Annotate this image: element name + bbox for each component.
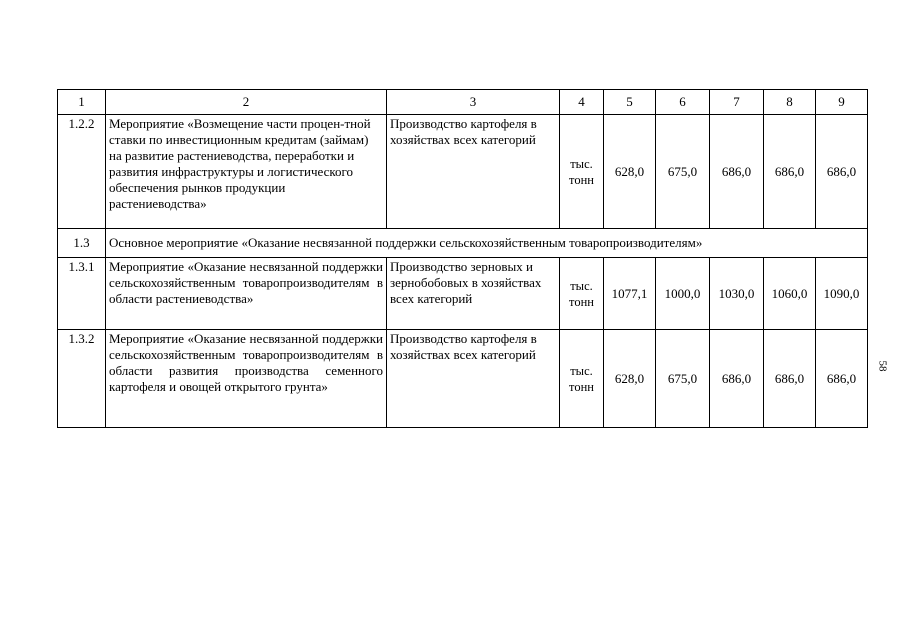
value-cell: 1077,1	[604, 258, 656, 330]
value-cell: 686,0	[816, 330, 868, 428]
header-cell: 6	[656, 90, 710, 115]
indicator-name: Производство зерновых и зернобобовых в хозяйствах всех категорий	[387, 258, 560, 330]
value-cell: 686,0	[710, 330, 764, 428]
page-number: 58	[876, 360, 889, 372]
value-cell: 686,0	[764, 330, 816, 428]
value-cell: 628,0	[604, 330, 656, 428]
measure-name: Мероприятие «Оказание несвязанной поддержки сельскохозяйственным товаропроизводителям в области растениеводства»	[106, 258, 387, 330]
header-cell: 8	[764, 90, 816, 115]
value-cell: 686,0	[816, 115, 868, 229]
header-cell: 2	[106, 90, 387, 115]
table-row	[58, 330, 868, 428]
section-row	[58, 229, 868, 258]
unit-cell: тыс. тонн	[560, 115, 604, 229]
section-title: Основное мероприятие «Оказание несвязанной поддержки сельскохозяйственным товаропроизводителям»	[106, 229, 868, 258]
header-cell: 9	[816, 90, 868, 115]
value-cell: 675,0	[656, 115, 710, 229]
value-cell: 686,0	[764, 115, 816, 229]
unit-cell: тыс. тонн	[560, 330, 604, 428]
row-number: 1.3.2	[58, 330, 106, 428]
row-number: 1.3	[58, 229, 106, 258]
value-cell: 1090,0	[816, 258, 868, 330]
value-cell: 628,0	[604, 115, 656, 229]
measure-name: Мероприятие «Оказание несвязанной поддержки сельскохозяйственным товаропроизводителям в области развития производства семенного картофеля и овощей открытого грунта»	[106, 330, 387, 428]
value-cell: 1000,0	[656, 258, 710, 330]
unit-cell: тыс. тонн	[560, 258, 604, 330]
header-cell: 3	[387, 90, 560, 115]
value-cell: 1060,0	[764, 258, 816, 330]
measures-table	[57, 89, 868, 428]
indicator-name: Производство картофеля в хозяйствах всех категорий	[387, 330, 560, 428]
measure-name: Мероприятие «Возмещение части процен-тной ставки по инвестиционным кредитам (займам) на развитие растениеводства, переработки и развития инфраструктуры и логистического обеспечения рынков продукции растениеводства»	[106, 115, 387, 229]
value-cell: 686,0	[710, 115, 764, 229]
value-cell: 1030,0	[710, 258, 764, 330]
header-cell: 5	[604, 90, 656, 115]
indicator-name: Производство картофеля в хозяйствах всех категорий	[387, 115, 560, 229]
row-number: 1.2.2	[58, 115, 106, 229]
header-cell: 1	[58, 90, 106, 115]
header-cell: 4	[560, 90, 604, 115]
row-number: 1.3.1	[58, 258, 106, 330]
value-cell: 675,0	[656, 330, 710, 428]
table-row	[58, 115, 868, 229]
header-cell: 7	[710, 90, 764, 115]
table-header-row	[58, 90, 868, 115]
table-row	[58, 258, 868, 330]
